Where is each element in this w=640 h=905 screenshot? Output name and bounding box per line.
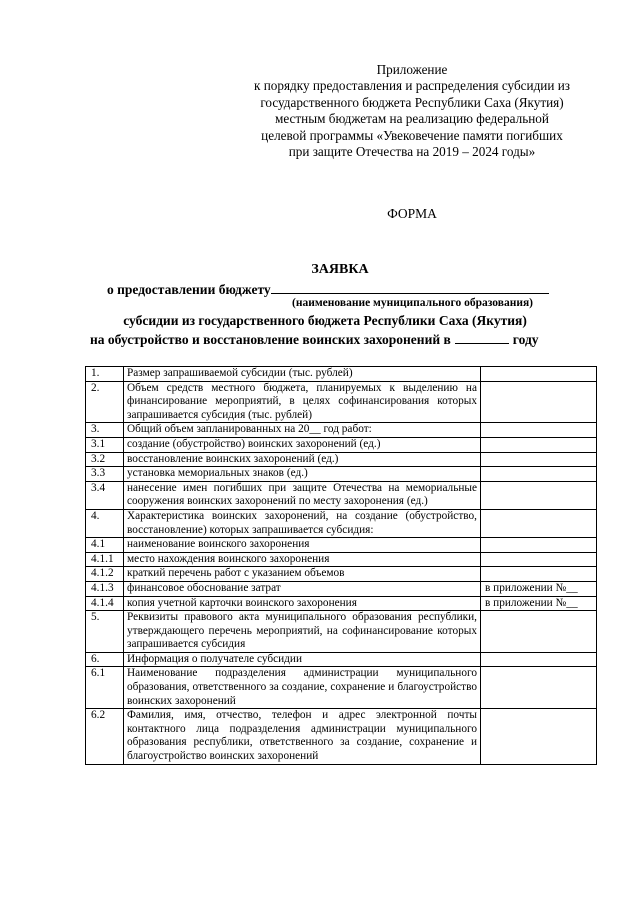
row-value	[481, 467, 597, 482]
row-number: 3.1	[86, 437, 124, 452]
row-number: 6.2	[86, 709, 124, 764]
document-title: ЗАЯВКА	[311, 262, 369, 277]
appendix-line: при защите Отечества на 2019 – 2024 годы»	[288, 144, 536, 160]
row-value	[481, 709, 597, 764]
table-row	[86, 567, 597, 582]
subtitle-line-3: субсидии из государственного бюджета Республики Саха (Якутия)	[123, 313, 527, 328]
row-number: 3.4	[86, 481, 124, 509]
row-number: 3.	[86, 423, 124, 438]
municipality-note: (наименование муниципального образования)	[292, 297, 534, 309]
row-number: 4.1.3	[86, 581, 124, 596]
row-value	[481, 452, 597, 467]
form-label: ФОРМА	[387, 206, 437, 221]
row-value	[481, 367, 597, 382]
row-value	[481, 552, 597, 567]
table-row	[86, 381, 597, 423]
row-number: 4.1.2	[86, 567, 124, 582]
table-row	[86, 437, 597, 452]
row-value	[481, 538, 597, 553]
row-description: Информация о получателе субсидии	[124, 652, 481, 667]
table-row	[86, 452, 597, 467]
row-value: в приложении №__	[481, 581, 597, 596]
row-value	[481, 567, 597, 582]
row-number: 4.1	[86, 538, 124, 553]
row-description: место нахождения воинского захоронения	[124, 552, 481, 567]
subtitle-text: на обустройство и восстановление воинских захоронений в	[90, 332, 451, 347]
row-description: Наименование подразделения администрации муниципального образования, ответственного за создание, сохранение и благоустройство воинских захоронений	[124, 667, 481, 709]
row-description: восстановление воинских захоронений (ед.)	[124, 452, 481, 467]
row-description: копия учетной карточки воинского захоронения	[124, 596, 481, 611]
subtitle-text: году	[512, 332, 539, 347]
row-number: 5.	[86, 611, 124, 653]
appendix-line: Приложение	[376, 62, 448, 77]
appendix-line: государственного бюджета Республики Саха (Якутия)	[260, 94, 564, 110]
row-description: Размер запрашиваемой субсидии (тыс. рублей)	[124, 367, 481, 382]
row-description: финансовое обоснование затрат	[124, 581, 481, 596]
row-description: установка мемориальных знаков (ед.)	[124, 467, 481, 482]
subtitle-line-4	[90, 331, 539, 348]
row-number: 4.1.4	[86, 596, 124, 611]
row-value	[481, 652, 597, 667]
row-number: 4.	[86, 509, 124, 537]
row-description: Реквизиты правового акта муниципального образования республики, утверждающего перечень мероприятий, на софинансирование которых запрашивается субсидия	[124, 611, 481, 653]
table-row	[86, 596, 597, 611]
row-value	[481, 509, 597, 537]
row-value	[481, 667, 597, 709]
table-row	[86, 423, 597, 438]
table-row	[86, 581, 597, 596]
table-row	[86, 552, 597, 567]
row-description: нанесение имен погибших при защите Отечества на мемориальные сооружения воинских захоронений по месту захоронения (ед.)	[124, 481, 481, 509]
row-description: Общий объем запланированных на 20__ год работ:	[124, 423, 481, 438]
row-description: наименование воинского захоронения	[124, 538, 481, 553]
row-number: 6.	[86, 652, 124, 667]
table-row	[86, 667, 597, 709]
row-description: краткий перечень работ с указанием объемов	[124, 567, 481, 582]
row-description: Объем средств местного бюджета, планируемых к выделению на финансирование мероприятий, в целях софинансирования которых запрашивается субсидия (тыс. рублей)	[124, 381, 481, 423]
row-value	[481, 381, 597, 423]
row-value: в приложении №__	[481, 596, 597, 611]
appendix-line: к порядку предоставления и распределения субсидии из	[254, 78, 570, 94]
row-description: Фамилия, имя, отчество, телефон и адрес электронной почты контактного лица подразделения администрации муниципального образования республики, ответственного за создание, сохранение и благоустройство воинских захоронений	[124, 709, 481, 764]
municipality-blank	[271, 281, 549, 294]
table-row	[86, 709, 597, 764]
appendix-header	[222, 62, 602, 160]
row-number: 3.3	[86, 467, 124, 482]
table-row	[86, 538, 597, 553]
table-row	[86, 367, 597, 382]
year-blank	[455, 331, 509, 344]
table-row	[86, 509, 597, 537]
row-value	[481, 423, 597, 438]
row-number: 2.	[86, 381, 124, 423]
application-table	[85, 366, 597, 765]
appendix-line: целевой программы «Увековечение памяти погибших	[261, 127, 563, 143]
row-number: 6.1	[86, 667, 124, 709]
row-description: создание (обустройство) воинских захоронений (ед.)	[124, 437, 481, 452]
row-value	[481, 611, 597, 653]
table-row	[86, 611, 597, 653]
table-row	[86, 467, 597, 482]
row-number: 4.1.1	[86, 552, 124, 567]
row-number: 1.	[86, 367, 124, 382]
row-description: Характеристика воинских захоронений, на создание (обустройство, восстановление) которых запрашивается субсидия:	[124, 509, 481, 537]
row-value	[481, 481, 597, 509]
table-row	[86, 652, 597, 667]
subtitle-line-1	[107, 281, 549, 298]
row-number: 3.2	[86, 452, 124, 467]
row-value	[481, 437, 597, 452]
subtitle-text: о предоставлении бюджету	[107, 282, 271, 297]
appendix-line: местным бюджетам на реализацию федеральной	[275, 111, 549, 127]
table-row	[86, 481, 597, 509]
